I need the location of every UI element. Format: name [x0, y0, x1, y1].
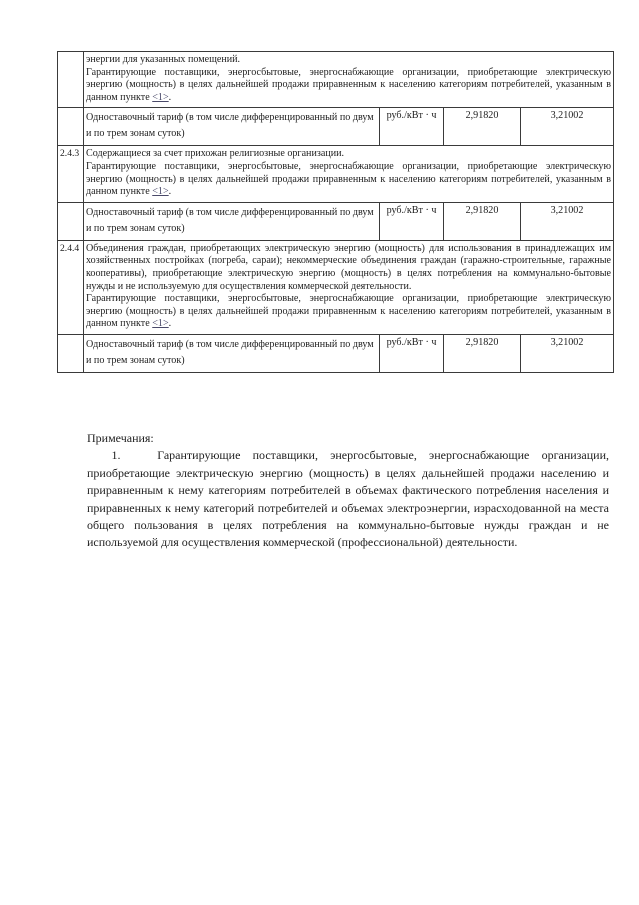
section-row [58, 240, 614, 334]
section-line: Гарантирующие поставщики, энергосбытовые, энергоснабжающие организации, приобретающие электрическую энергию (мощность) в целях дальнейшей продажи приравненным к населению категориям потребителей, указанным в данном пункте <1>. [86, 66, 611, 103]
section-description [84, 240, 614, 334]
notes-title: Примечания: [87, 431, 154, 445]
section-number: 2.4.3 [58, 146, 84, 202]
section-number [58, 52, 84, 108]
note-text: Гарантирующие поставщики, энергосбытовые, энергоснабжающие организации, приобретающие электрическую энергию (мощность) в целях дальнейшей продажи населению и приравненным к нему категориям потребителей в объемах фактического потребления населения и приравненных к нему категорий потребителей и объемах электроэнергии, израсходованной на места общего пользования в целях потребления на коммунально-бытовые нужды граждан и не используемой для осуществления коммерческой (профессиональной) деятельности. [87, 448, 609, 550]
tariff-label: Одноставочный тариф (в том числе дифференцированный по двум и по трем зонам суток) [84, 202, 380, 240]
tariff-value-1: 2,91820 [444, 108, 521, 146]
section-description [84, 146, 614, 202]
section-line: Содержащиеся за счет прихожан религиозные организации. [86, 148, 345, 160]
tariff-unit: руб./кВт · ч [380, 202, 444, 240]
tariff-table [57, 51, 614, 373]
section-line: Гарантирующие поставщики, энергосбытовые, энергоснабжающие организации, приобретающие электрическую энергию (мощность) в целях дальнейшей продажи приравненным к населению категориям потребителей, указанным в данном пункте <1>. [86, 160, 611, 198]
footnote-link[interactable]: <1> [152, 186, 169, 198]
tariff-value-1: 2,91820 [444, 334, 521, 372]
tariff-value-2: 3,21002 [521, 202, 614, 240]
tariff-row [58, 334, 614, 372]
tariff-label: Одноставочный тариф (в том числе дифференцированный по двум и по трем зонам суток) [84, 108, 380, 146]
section-line: Объединения граждан, приобретающих электрическую энергию (мощность) для использования в принадлежащих им хозяйственных постройках (погреба, сараи); некоммерческие объединения граждан (гаражно-строительные, гаражные кооперативы), приобретающие электрическую энергию (мощность) в целях потребления на коммунально-бытовые нужды и не используемую для осуществления коммерческой деятельности. [86, 242, 611, 292]
tariff-label: Одноставочный тариф (в том числе дифференцированный по двум и по трем зонам суток) [84, 334, 380, 372]
tariff-row [58, 108, 614, 146]
section-description [84, 52, 614, 108]
note-number: 1. [111, 448, 121, 463]
footnote-link[interactable]: <1> [152, 91, 169, 103]
tariff-unit: руб./кВт · ч [380, 108, 444, 146]
tariff-value-2: 3,21002 [521, 108, 614, 146]
footnote-link[interactable]: <1> [152, 318, 169, 330]
section-row [58, 146, 614, 202]
tariff-unit: руб./кВт · ч [380, 334, 444, 372]
section-row [58, 52, 614, 108]
section-line: Гарантирующие поставщики, энергосбытовые, энергоснабжающие организации, приобретающие электрическую энергию (мощность) в целях дальнейшей продажи приравненным к населению категориям потребителей, указанным в данном пункте <1>. [86, 293, 611, 330]
tariff-value-2: 3,21002 [521, 334, 614, 372]
section-line: энергии для указанных помещений. [86, 54, 241, 65]
note-item [87, 447, 609, 551]
tariff-row [58, 202, 614, 240]
section-number: 2.4.4 [58, 240, 84, 334]
notes-section [87, 430, 609, 552]
tariff-value-1: 2,91820 [444, 202, 521, 240]
